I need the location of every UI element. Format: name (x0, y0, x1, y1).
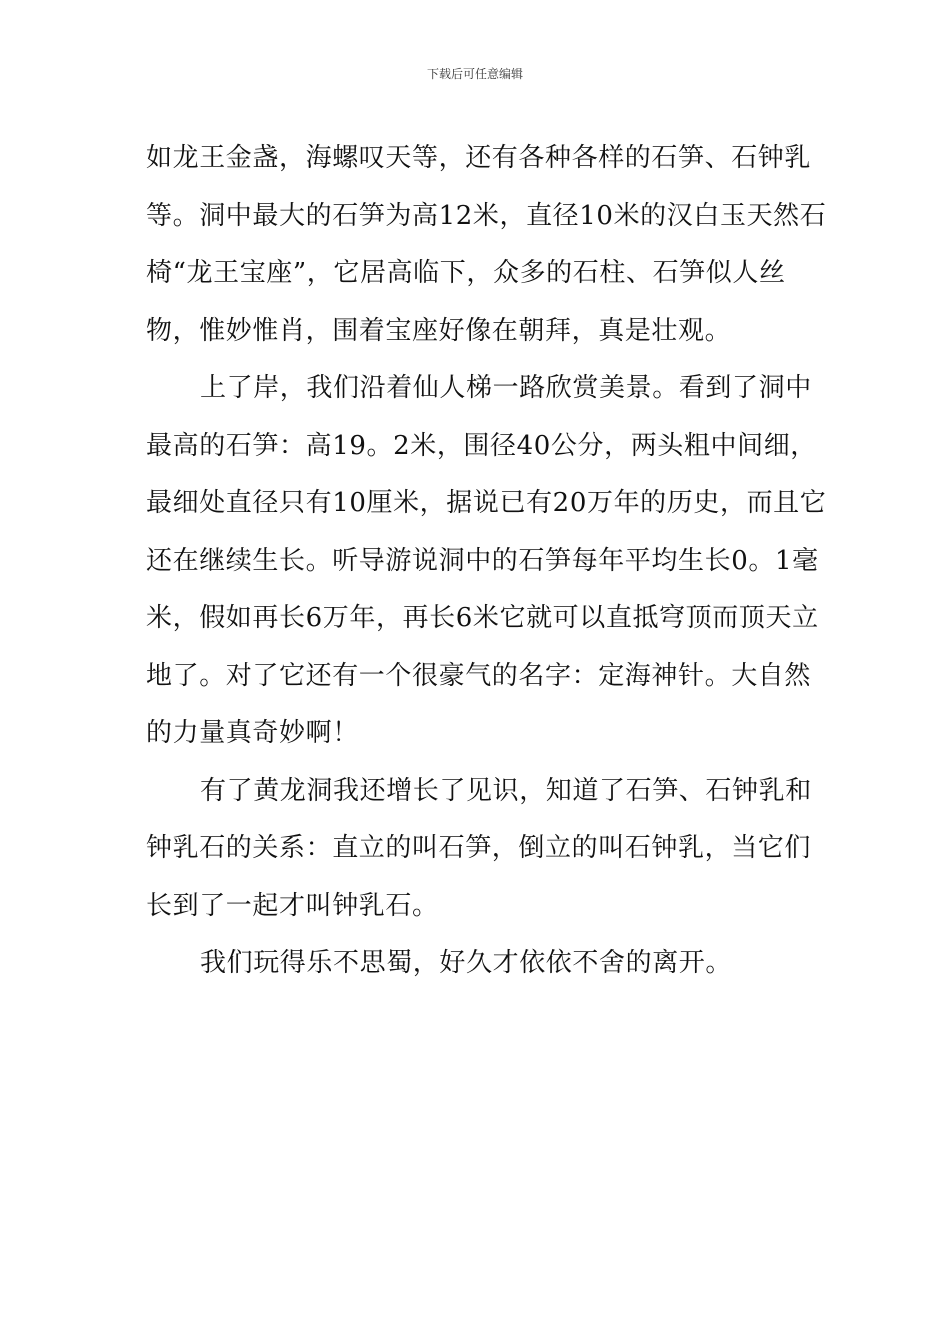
text-line: 有了黄龙洞我还增长了见识，知道了石笋、石钟乳和 (200, 775, 812, 806)
text-line: 米，假如再长6万年，再长6米它就可以直抵穹顶而顶天立 (146, 603, 819, 633)
text-line: 地了。对了它还有一个很豪气的名字：定海神针。大自然 (146, 660, 812, 691)
paragraph-4 (146, 935, 818, 993)
text-line: 最细处直径只有10厘米，据说已有20万年的历史，而且它 (146, 488, 827, 518)
text-line: 如龙王金盏，海螺叹天等，还有各种各样的石笋、石钟乳 (146, 143, 812, 173)
document-body (146, 130, 827, 993)
text-line: 椅“龙王宝座”，它居高临下，众多的石柱、石笋似人丝 (146, 258, 786, 288)
paragraph-2 (146, 360, 827, 763)
paragraph-1 (146, 130, 827, 360)
text-line: 长到了一起才叫钟乳石。 (146, 890, 439, 921)
text-line: 的力量真奇妙啊！ (146, 718, 359, 748)
text-line: 等。洞中最大的石笋为高12米，直径10米的汉白玉天然石 (146, 200, 827, 231)
text-line: 上了岸，我们沿着仙人梯一路欣赏美景。看到了洞中 (200, 373, 812, 403)
text-line: 钟乳石的关系：直立的叫石笋，倒立的叫石钟乳，当它们 (146, 833, 812, 863)
page-header: 下载后可任意编辑 (426, 67, 523, 81)
text-line: 还在继续生长。听导游说洞中的石笋每年平均生长0。1毫 (146, 545, 819, 576)
text-line: 最高的石笋：高19。2米，围径40公分，两头粗中间细， (146, 430, 817, 461)
paragraph-3 (146, 763, 818, 936)
text-line: 物，惟妙惟肖，围着宝座好像在朝拜，真是壮观。 (146, 315, 732, 346)
text-line: 我们玩得乐不思蜀，好久才依依不舍的离开。 (200, 948, 733, 978)
